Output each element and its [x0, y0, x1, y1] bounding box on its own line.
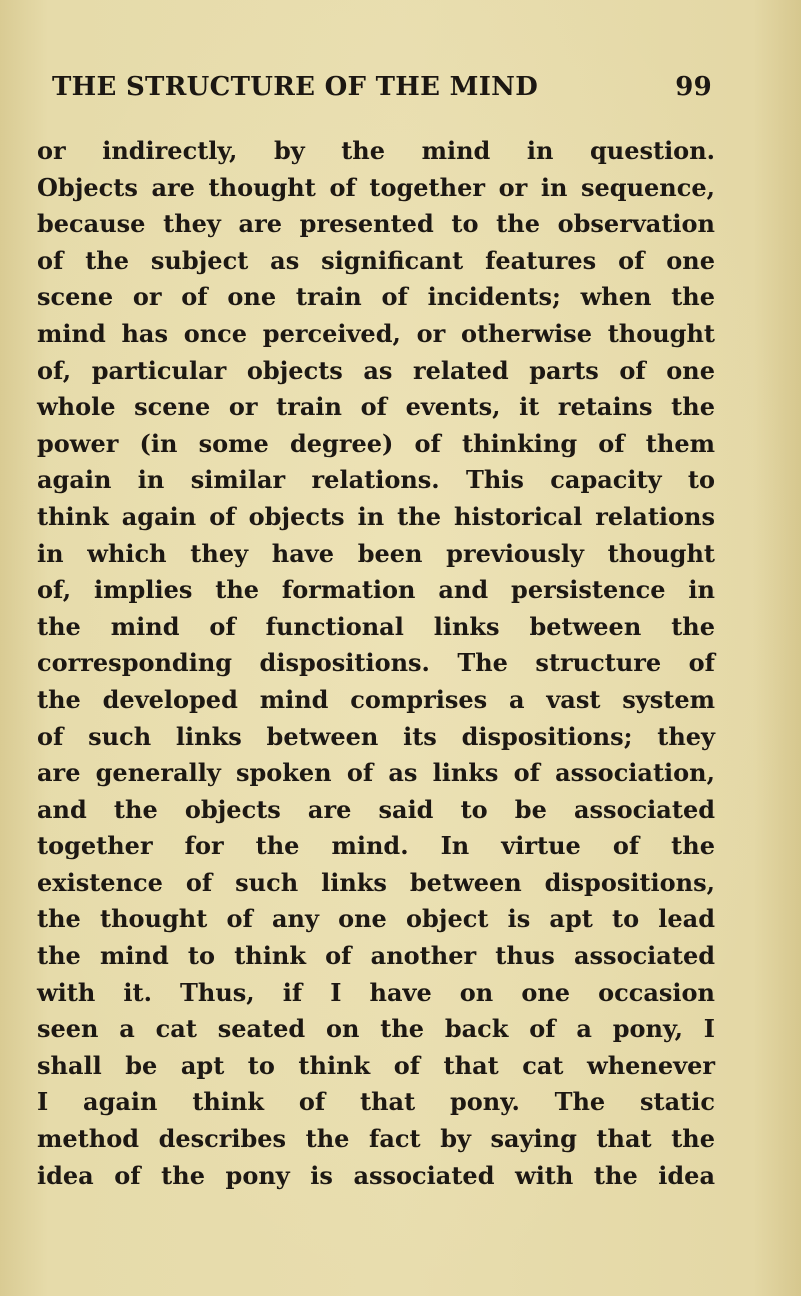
- text-line: and the objects are said to be associated: [37, 794, 715, 824]
- running-title: THE STRUCTURE OF THE MIND: [52, 72, 539, 102]
- text-line: or indirectly, by the mind in question.: [37, 136, 715, 165]
- text-line: power (in some degree) of thinking of them: [37, 428, 715, 458]
- text-line: idea of the pony is associated with the idea: [37, 1160, 715, 1190]
- text-line: think again of objects in the historical relations: [37, 501, 715, 531]
- text-line: method describes the fact by saying that the: [37, 1124, 715, 1154]
- text-line: scene or of one train of incidents; when the: [37, 282, 715, 312]
- text-line: seen a cat seated on the back of a pony, I: [37, 1014, 715, 1044]
- text-line: of, particular objects as related parts of one: [37, 355, 715, 385]
- text-line: in which they have been previously thought: [37, 538, 715, 568]
- text-line: because they are presented to the observation: [37, 209, 715, 239]
- text-line: existence of such links between dispositions,: [37, 867, 715, 897]
- text-line: corresponding dispositions. The structure of: [37, 648, 715, 678]
- running-head: [42, 62, 712, 112]
- text-line: the mind of functional links between the: [37, 611, 715, 641]
- text-line: the developed mind comprises a vast system: [37, 684, 715, 714]
- text-line: the mind to think of another thus associated: [37, 941, 715, 971]
- text-line: of the subject as significant features of one: [37, 245, 715, 275]
- body-text: [37, 133, 715, 1194]
- text-line: I again think of that pony. The static: [37, 1087, 715, 1117]
- text-line: are generally spoken of as links of association,: [37, 758, 715, 788]
- text-line: together for the mind. In virtue of the: [37, 831, 715, 861]
- text-line: with it. Thus, if I have on one occasion: [37, 977, 715, 1007]
- text-line: the thought of any one object is apt to lead: [37, 904, 715, 934]
- text-line: again in similar relations. This capacity to: [37, 465, 715, 495]
- text-line: of such links between its dispositions; they: [37, 721, 715, 751]
- text-line: shall be apt to think of that cat whenever: [37, 1050, 715, 1080]
- page-number: 99: [675, 72, 712, 102]
- text-line: of, implies the formation and persistence in: [37, 575, 715, 605]
- text-line: mind has once perceived, or otherwise thought: [37, 318, 715, 348]
- text-line: Objects are thought of together or in sequence,: [37, 172, 715, 202]
- text-line: whole scene or train of events, it retains the: [37, 392, 715, 422]
